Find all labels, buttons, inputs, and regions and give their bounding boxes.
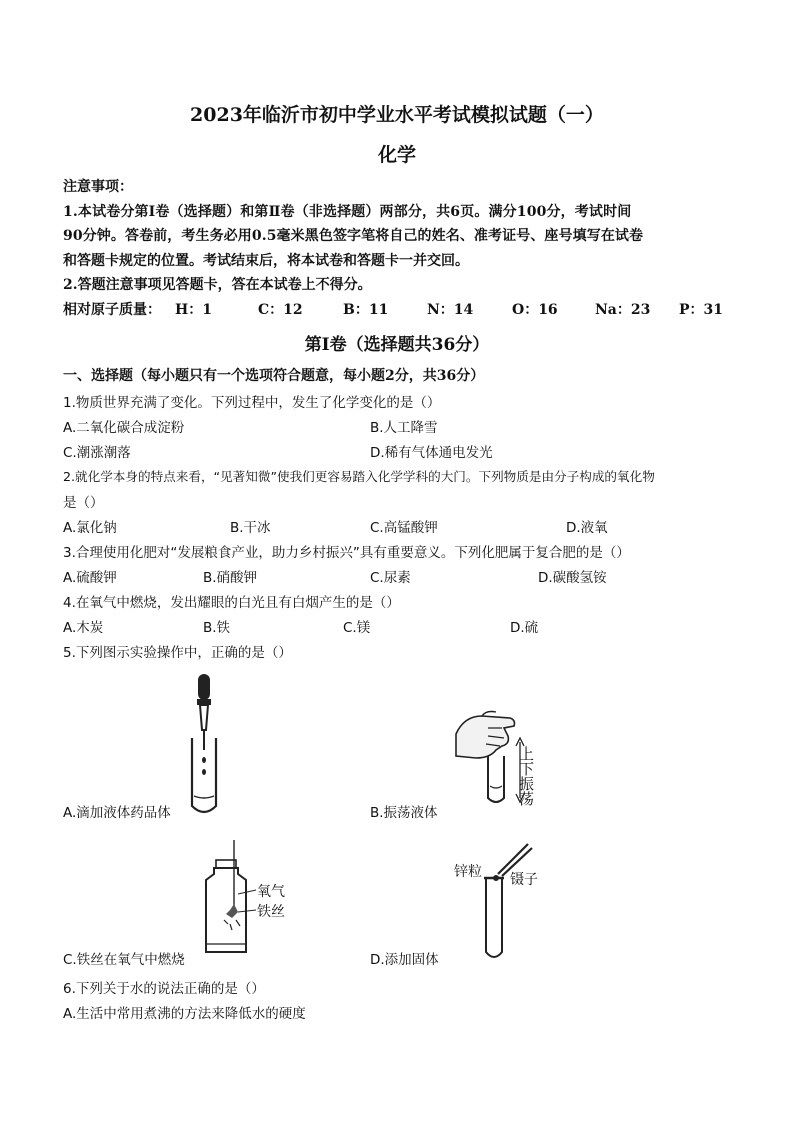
q1-option-d: D.稀有气体通电发光: [370, 445, 493, 461]
q4-option-c: C.镁: [343, 620, 371, 636]
q1-option-a: A.二氧化碳合成淀粉: [63, 420, 185, 436]
q6-stem: 6.下列关于水的说法正确的是（）: [63, 981, 265, 997]
q5-option-c: C.铁丝在氧气中燃烧: [63, 952, 185, 968]
figure-c-label-oxygen: 氧气: [257, 884, 285, 900]
notes-line-1: 1.本试卷分第Ⅰ卷（选择题）和第Ⅱ卷（非选择题）两部分，共6页。满分100分，考试时间: [63, 204, 632, 220]
q2-option-c: C.高锰酸钾: [370, 520, 438, 536]
atomic-mass-na: Na：23: [595, 302, 651, 318]
q2-stem-line-1: 2.就化学本身的特点来看，“见著知微”使我们更容易踏入化学学科的大门。下列物质是由分子构成的氧化物: [63, 469, 655, 484]
atomic-mass-label: 相对原子质量：: [63, 302, 161, 318]
q4-option-b: B.铁: [203, 620, 231, 636]
figure-b-shaking: [452, 706, 552, 810]
notes-line-3: 和答题卡规定的位置。考试结束后，将本试卷和答题卡一并交回。: [63, 253, 469, 269]
figure-d-label-zinc: 锌粒: [454, 864, 482, 880]
q3-option-c: C.尿素: [370, 570, 411, 586]
section-heading: 一、选择题（每小题只有一个选项符合题意，每小题2分，共36分）: [63, 368, 485, 384]
q2-option-b: B.干冰: [230, 520, 271, 536]
q2-option-a: A.氯化钠: [63, 520, 117, 536]
q2-stem-line-2: 是（）: [63, 495, 104, 511]
q3-option-d: D.碳酸氢铵: [538, 570, 607, 586]
atomic-mass-p: P：31: [679, 302, 724, 318]
atomic-mass-o: O：16: [512, 302, 558, 318]
q1-option-b: B.人工降雪: [370, 420, 438, 436]
q4-option-d: D.硫: [510, 620, 539, 636]
q1-stem: 1.物质世界充满了变化。下列过程中，发生了化学变化的是（）: [63, 395, 441, 411]
q6-option-a: A.生活中常用煮沸的方法来降低水的硬度: [63, 1006, 306, 1022]
part-one-title: 第Ⅰ卷（选择题共36分）: [304, 335, 490, 355]
q5-option-a: A.滴加液体药品体: [63, 805, 171, 821]
figure-d-label-tweezers: 镊子: [510, 872, 538, 888]
q5-stem: 5.下列图示实验操作中，正确的是（）: [63, 645, 292, 661]
figure-c-label-iron: 铁丝: [257, 904, 285, 920]
q3-stem: 3.合理使用化肥对“发展粮食产业，助力乡村振兴”具有重要意义。下列化肥属于复合肥的是（）: [63, 545, 630, 561]
q1-option-c: C.潮涨潮落: [63, 445, 131, 461]
atomic-mass-b: B：11: [343, 302, 389, 318]
figure-c-iron-combustion: [200, 840, 300, 956]
notes-line-4: 2.答题注意事项见答题卡，答在本试卷上不得分。: [63, 277, 372, 293]
figure-a-dropper: [185, 672, 225, 820]
atomic-mass-h: H：1: [175, 302, 212, 318]
notes-line-2: 90分钟。答卷前，考生务必用0.5毫米黑色签字笔将自己的姓名、准考证号、座号填写在试卷: [63, 228, 644, 244]
q4-option-a: A.木炭: [63, 620, 104, 636]
atomic-mass-n: N：14: [427, 302, 474, 318]
q5-option-b: B.振荡液体: [370, 805, 438, 821]
q4-stem: 4.在氧气中燃烧，发出耀眼的白光且有白烟产生的是（）: [63, 595, 400, 611]
figure-d-add-solid: [452, 834, 562, 966]
figure-b-label: 上下振荡: [517, 746, 535, 806]
q2-option-d: D.液氧: [566, 520, 608, 536]
notes-heading: 注意事项：: [63, 179, 133, 195]
subject-title: 化学: [377, 144, 416, 166]
atomic-mass-c: C：12: [258, 302, 303, 318]
q5-option-d: D.添加固体: [370, 952, 439, 968]
q3-option-a: A.硫酸钾: [63, 570, 117, 586]
q3-option-b: B.硝酸钾: [203, 570, 258, 586]
exam-title: 2023年临沂市初中学业水平考试模拟试题（一）: [190, 104, 604, 126]
